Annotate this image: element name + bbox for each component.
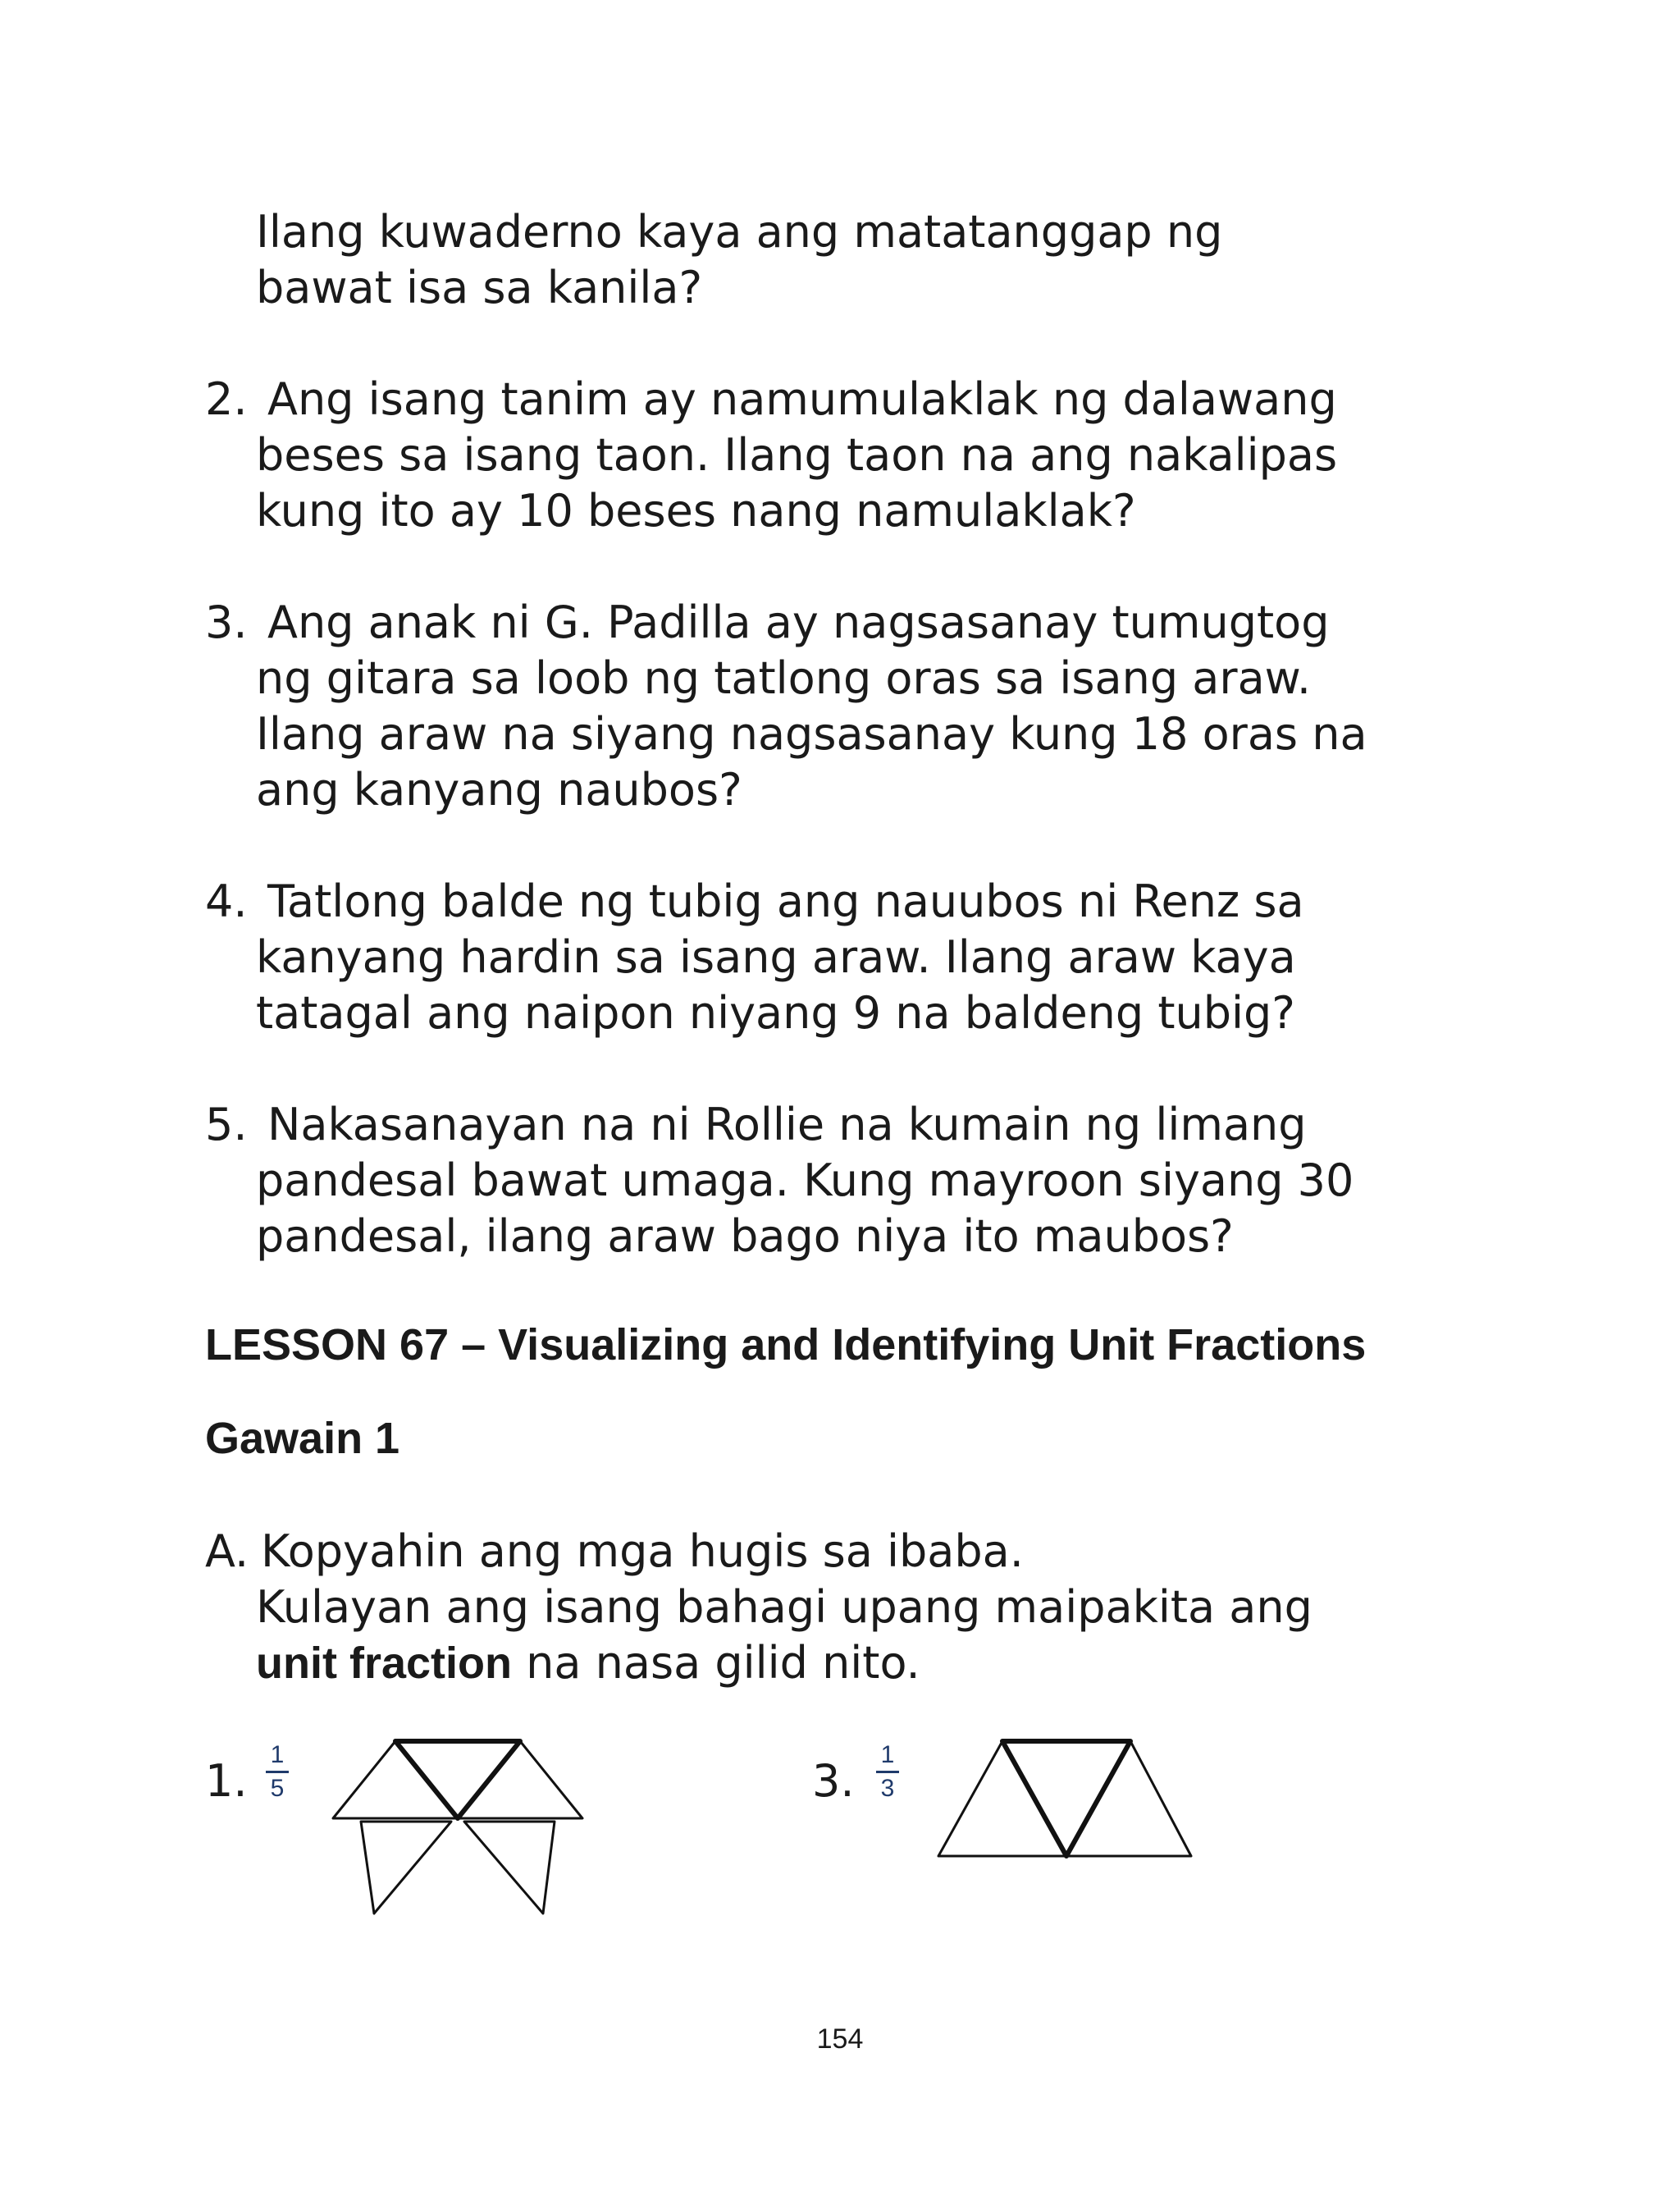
triangle-right <box>1066 1741 1191 1856</box>
problem-4-line-2: kanyang hardin sa isang araw. Ilang araw kaya <box>256 931 1296 983</box>
instruction-line-1: Kopyahin ang mga hugis sa ibaba. <box>261 1525 1024 1577</box>
exercise-3-denominator: 3 <box>880 1775 895 1802</box>
problem-5-line-3: pandesal, ilang araw bago niya ito maubos? <box>256 1210 1234 1262</box>
exercise-3-fraction <box>871 1743 904 1801</box>
lesson-title: LESSON 67 – Visualizing and Identifying Unit Fractions <box>205 1320 1367 1369</box>
page-number: 154 <box>816 2023 864 2055</box>
problem-3-line-3: Ilang araw na siyang nagsasanay kung 18 oras na <box>256 708 1367 760</box>
problem-2-line-3: kung ito ay 10 beses nang namulaklak? <box>256 485 1136 537</box>
exercise-1-five-triangles-shape <box>326 1735 589 1923</box>
exercise-3-numerator: 1 <box>880 1741 895 1768</box>
problem-4-line-1: Tatlong balde ng tubig ang nauubos ni Renz sa <box>267 876 1304 927</box>
problem-5-number: 5. <box>205 1099 248 1150</box>
triangle-right <box>458 1741 582 1818</box>
problem-3-line-2: ng gitara sa loob ng tatlong oras sa isang araw. <box>256 652 1312 704</box>
instruction-line-2: Kulayan ang isang bahagi upang maipakita ang <box>256 1581 1312 1633</box>
problem-3-line-1: Ang anak ni G. Padilla ay nagsasanay tumugtog <box>267 597 1330 648</box>
exercise-3-number: 3. <box>812 1755 855 1807</box>
unit-fraction-term: unit fraction <box>256 1639 512 1688</box>
fraction-bar <box>266 1771 289 1773</box>
triangle-lower-left <box>361 1822 451 1913</box>
problem-4-number: 4. <box>205 876 248 927</box>
intro-line-2: bawat isa sa kanila? <box>256 262 703 313</box>
problem-3-line-4: ang kanyang naubos? <box>256 764 742 816</box>
triangle-middle-inverted <box>1002 1741 1130 1856</box>
instruction-line-3 <box>256 1637 920 1689</box>
fraction-bar <box>876 1771 899 1773</box>
triangle-lower-right <box>464 1822 555 1913</box>
triangle-top-inverted <box>395 1741 520 1818</box>
exercise-1-numerator: 1 <box>270 1741 285 1768</box>
problem-5-line-2: pandesal bawat umaga. Kung mayroon siyang 30 <box>256 1154 1354 1206</box>
instruction-line-3-rest: na nasa gilid nito. <box>511 1637 920 1689</box>
exercise-1-fraction <box>261 1743 294 1801</box>
exercise-3-three-triangles-shape <box>932 1735 1194 1866</box>
activity-title: Gawain 1 <box>205 1414 400 1463</box>
problem-3-number: 3. <box>205 597 248 648</box>
problem-2-number: 2. <box>205 373 248 425</box>
problem-2-line-1: Ang isang tanim ay namumulaklak ng dalawang <box>267 373 1337 425</box>
exercise-1-number: 1. <box>205 1755 248 1807</box>
problem-4-line-3: tatagal ang naipon niyang 9 na baldeng tubig? <box>256 987 1295 1039</box>
triangle-left <box>938 1741 1066 1856</box>
problem-2-line-2: beses sa isang taon. Ilang taon na ang nakalipas <box>256 429 1338 481</box>
exercise-1-denominator: 5 <box>270 1775 285 1802</box>
problem-5-line-1: Nakasanayan na ni Rollie na kumain ng limang <box>267 1099 1307 1150</box>
triangle-left <box>333 1741 458 1818</box>
instruction-part-label: A. <box>205 1525 249 1577</box>
intro-line-1: Ilang kuwaderno kaya ang matatanggap ng <box>256 206 1223 258</box>
